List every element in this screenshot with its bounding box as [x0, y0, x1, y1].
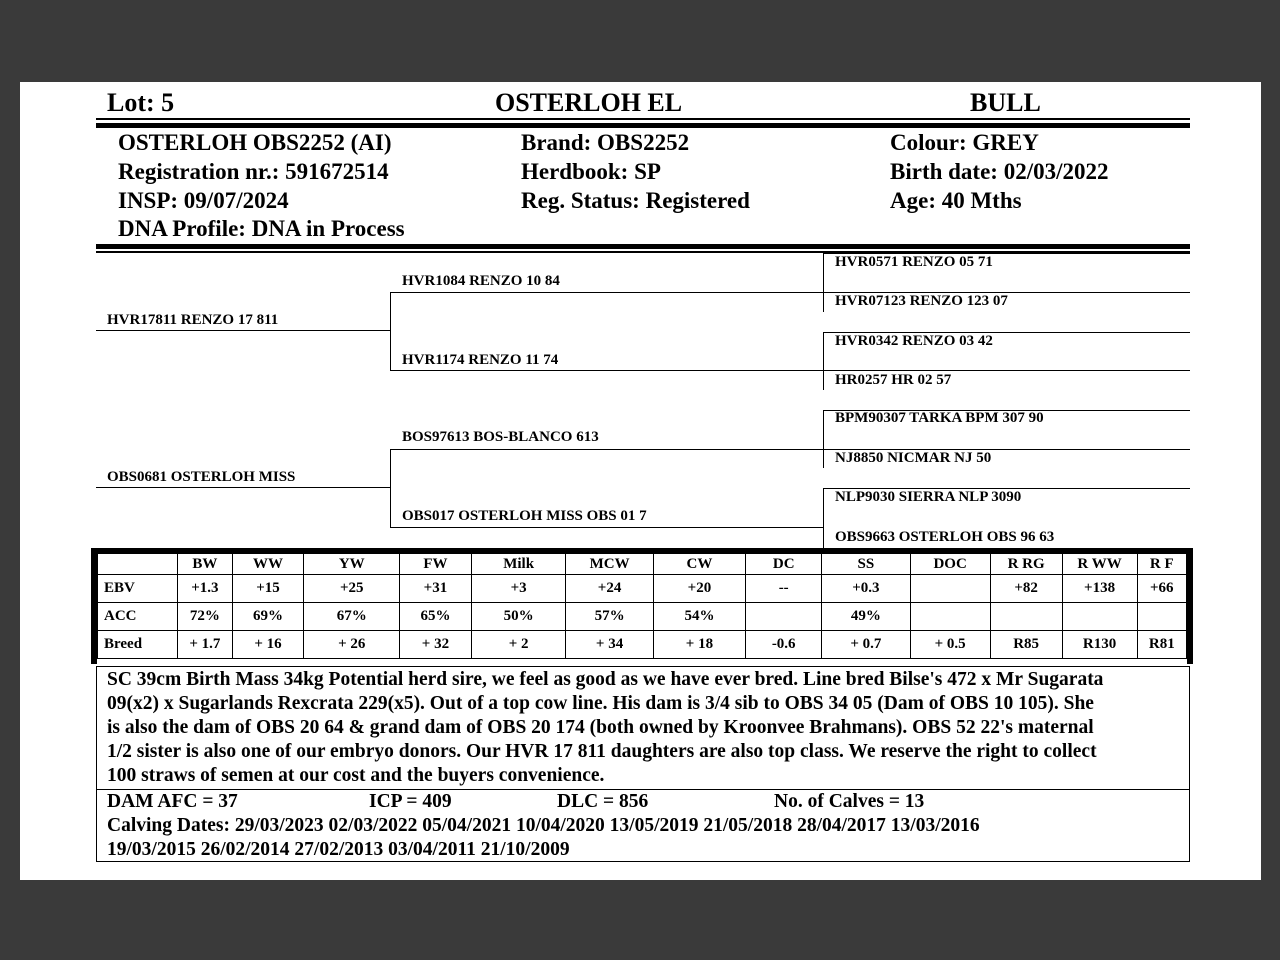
brand: Brand: OBS2252	[521, 130, 690, 155]
ebv-cell: 57%	[566, 603, 653, 631]
pedigree-ssd: HVR07123 RENZO 123 07	[835, 293, 1008, 309]
ebv-row	[98, 631, 1187, 659]
ebv-cell: 69%	[232, 603, 304, 631]
ebv-cell: 50%	[471, 603, 566, 631]
ebv-cell: 65%	[400, 603, 472, 631]
ebv-cell: +15	[232, 575, 304, 603]
ebv-column-header: Milk	[471, 554, 566, 575]
ebv-cell: R85	[990, 631, 1062, 659]
ebv-cell: +66	[1137, 575, 1186, 603]
ebv-cell	[1137, 603, 1186, 631]
ebv-cell: +31	[400, 575, 472, 603]
ebv-cell: -0.6	[746, 631, 822, 659]
pedigree-dsd: NJ8850 NICMAR NJ 50	[835, 450, 992, 466]
ebv-column-header: MCW	[566, 554, 653, 575]
ebv-cell: R81	[1137, 631, 1186, 659]
ebv-cell: +3	[471, 575, 566, 603]
age: Age: 40 Mths	[890, 188, 1022, 213]
pedigree-dds: NLP9030 SIERRA NLP 3090	[835, 489, 1022, 505]
ebv-cell: + 16	[232, 631, 304, 659]
ebv-cell: R130	[1062, 631, 1137, 659]
ebv-column-header: WW	[232, 554, 304, 575]
ebv-cell: + 0.5	[910, 631, 990, 659]
pedigree-ddd: OBS9663 OSTERLOH OBS 96 63	[835, 529, 1055, 545]
calving-dates-line: 19/03/2015 26/02/2014 27/02/2013 03/04/2011 21/10/2009	[107, 839, 570, 860]
ebv-cell: + 34	[566, 631, 653, 659]
ebv-column-header: R F	[1137, 554, 1186, 575]
herdbook: Herdbook: SP	[521, 159, 661, 184]
ebv-cell: +1.3	[178, 575, 232, 603]
ebv-cell	[1062, 603, 1137, 631]
pedigree-sire: HVR17811 RENZO 17 811	[107, 312, 279, 328]
ebv-cell: 72%	[178, 603, 232, 631]
animal-name: OSTERLOH EL	[495, 88, 683, 117]
ebv-cell: +138	[1062, 575, 1137, 603]
ebv-table	[97, 553, 1187, 659]
lot-number: Lot: 5	[107, 88, 175, 117]
ebv-row	[98, 575, 1187, 603]
ebv-cell: + 1.7	[178, 631, 232, 659]
ebv-cell	[990, 603, 1062, 631]
dam-calves: No. of Calves = 13	[774, 791, 925, 812]
ebv-cell	[910, 603, 990, 631]
ebv-cell	[746, 603, 822, 631]
dam-dlc: DLC = 856	[557, 791, 649, 812]
dd-bracket	[823, 488, 824, 548]
ebv-cell: +20	[653, 575, 745, 603]
sale-notes	[96, 666, 1190, 790]
ebv-column-header: SS	[822, 554, 910, 575]
header-rule-thick	[96, 123, 1190, 128]
ebv-column-header: DOC	[910, 554, 990, 575]
ss-bracket	[823, 253, 824, 312]
ds-line	[390, 449, 823, 450]
animal-ident: OSTERLOH OBS2252 (AI)	[118, 130, 392, 155]
notes-line: is also the dam of OBS 20 64 & grand dam of OBS 20 174 (both owned by Kroonvee Brahmans). OBS 52 22's maternal	[107, 717, 1094, 738]
notes-line: 1/2 sister is also one of our embryo donors. Our HVR 17 811 daughters are also top class. We reserve the right to collect	[107, 741, 1097, 762]
ebv-column-header: FW	[400, 554, 472, 575]
notes-line: SC 39cm Birth Mass 34kg Potential herd sire, we feel as good as we have ever bred. Line bred Bilse's 472 x Mr Sugarata	[107, 669, 1104, 690]
ebv-cell	[910, 575, 990, 603]
sd-line	[390, 370, 823, 371]
dd-line	[390, 527, 823, 528]
ebv-cell: +24	[566, 575, 653, 603]
dam-stats	[96, 790, 1190, 862]
ds-bracket	[823, 410, 824, 468]
ebv-column-header: CW	[653, 554, 745, 575]
pedigree-sss: HVR0571 RENZO 05 71	[835, 254, 993, 270]
info-rule-thick	[96, 244, 1190, 249]
ebv-cell: + 2	[471, 631, 566, 659]
ebv-column-header	[98, 554, 178, 575]
ebv-cell: 54%	[653, 603, 745, 631]
ebv-row-label: EBV	[98, 575, 178, 603]
ebv-cell: + 0.7	[822, 631, 910, 659]
birth-date: Birth date: 02/03/2022	[890, 159, 1109, 184]
ebv-cell: --	[746, 575, 822, 603]
ebv-cell: + 26	[304, 631, 400, 659]
dam-afc: DAM AFC = 37	[107, 791, 238, 812]
dam-stats-row	[107, 790, 1179, 814]
animal-sex: BULL	[970, 88, 1041, 117]
ss-line	[390, 292, 823, 293]
inspection-date: INSP: 09/07/2024	[118, 188, 289, 213]
sire-bracket	[390, 292, 391, 370]
ebv-column-header: R WW	[1062, 554, 1137, 575]
dam-icp: ICP = 409	[369, 791, 452, 812]
pedigree-dss: BPM90307 TARKA BPM 307 90	[835, 410, 1044, 426]
reg-status: Reg. Status: Registered	[521, 188, 750, 213]
ebv-column-header: BW	[178, 554, 232, 575]
calving-dates-line: Calving Dates: 29/03/2023 02/03/2022 05/04/2021 10/04/2020 13/05/2019 21/05/2018 28/04/2017 13/03/2016	[107, 815, 980, 836]
ebv-header-row	[98, 554, 1187, 575]
lot-sheet	[20, 82, 1261, 880]
ebv-column-header: DC	[746, 554, 822, 575]
pedigree-sds: HVR0342 RENZO 03 42	[835, 333, 993, 349]
ebv-column-header: YW	[304, 554, 400, 575]
pedigree-sire-sire: HVR1084 RENZO 10 84	[402, 273, 560, 289]
ebv-row-label: ACC	[98, 603, 178, 631]
dam-line	[96, 487, 390, 488]
pedigree-dam-dam: OBS017 OSTERLOH MISS OBS 01 7	[402, 508, 647, 524]
ebv-row-label: Breed	[98, 631, 178, 659]
pedigree-sire-dam: HVR1174 RENZO 11 74	[402, 352, 559, 368]
ebv-row	[98, 603, 1187, 631]
ebv-cell: 67%	[304, 603, 400, 631]
ebv-cell: +82	[990, 575, 1062, 603]
notes-line: 100 straws of semen at our cost and the buyers convenience.	[107, 765, 605, 786]
sd-bracket	[823, 332, 824, 390]
ebv-cell: 49%	[822, 603, 910, 631]
pedigree-dam-sire: BOS97613 BOS-BLANCO 613	[402, 429, 599, 445]
ebv-cell: +25	[304, 575, 400, 603]
header-rule-thin	[96, 118, 1190, 120]
registration-number: Registration nr.: 591672514	[118, 159, 389, 184]
pedigree-dam: OBS0681 OSTERLOH MISS	[107, 469, 296, 485]
colour: Colour: GREY	[890, 130, 1039, 155]
dam-bracket	[390, 449, 391, 527]
ebv-cell: + 32	[400, 631, 472, 659]
notes-line: 09(x2) x Sugarlands Rexcrata 229(x5). Out of a top cow line. His dam is 3/4 sib to OBS 34 05 (Dam of OBS 10 105). She	[107, 693, 1094, 714]
sdd-line	[823, 370, 1190, 371]
ebv-cell: + 18	[653, 631, 745, 659]
sire-line	[96, 330, 390, 331]
pedigree-sdd: HR0257 HR 02 57	[835, 372, 952, 388]
ebv-cell: +0.3	[822, 575, 910, 603]
dna-profile: DNA Profile: DNA in Process	[118, 216, 405, 241]
ebv-column-header: R RG	[990, 554, 1062, 575]
